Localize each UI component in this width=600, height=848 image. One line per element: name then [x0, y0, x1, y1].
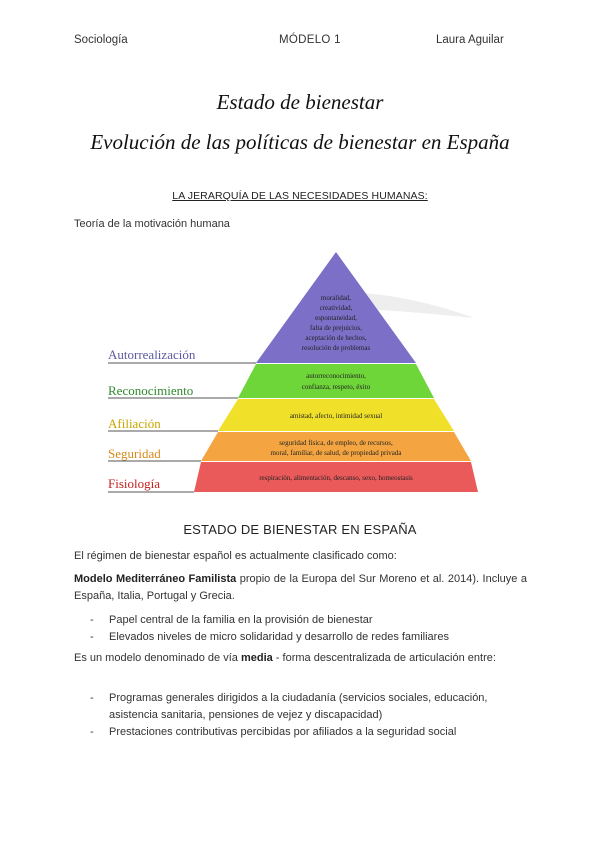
label-afiliacion: Afiliación [108, 416, 161, 431]
list-dash: - [90, 726, 94, 738]
via-text-bold: media [240, 652, 273, 664]
list-item-text: Prestaciones contributivas percibidas por afiliados a la seguridad social [109, 726, 457, 738]
list-item-text: Papel central de la familia en la provisión de bienestar [109, 614, 373, 626]
fisiologia-item: respiración, alimentación, descanso, sexo, homeostasis [259, 474, 413, 482]
hierarchy-heading: LA JERARQUÍA DE LAS NECESIDADES HUMANAS: [172, 190, 428, 202]
programs-list [74, 690, 529, 741]
header-model: MÓDELO 1 [279, 34, 341, 46]
list-item [74, 629, 529, 646]
afiliacion-item: amistad, afecto, intimidad sexual [289, 412, 383, 420]
list-item [74, 612, 529, 629]
list-dash: - [90, 631, 94, 643]
autorrealizacion-item: resolución de problemas [301, 344, 371, 352]
document-title: Estado de bienestar [216, 90, 384, 114]
label-reconocimiento: Reconocimiento [108, 383, 194, 398]
label-seguridad: Seguridad [108, 446, 161, 461]
via-paragraph [74, 650, 527, 667]
seguridad-item: seguridad física, de empleo, de recursos, [279, 439, 393, 447]
autorrealizacion-item: espontaneidad, [315, 314, 357, 322]
model-description: propio de la Europa del Sur Moreno et al. 2014). Incluye a España, Italia, Portugal y Grecia. [74, 573, 527, 602]
list-item-text: Elevados niveles de micro solidaridad y desarrollo de redes familiares [109, 631, 449, 643]
autorrealizacion-item: falta de prejuicios, [310, 324, 362, 332]
header-author: Laura Aguilar [436, 34, 504, 46]
list-item-text: Programas generales dirigidos a la ciudadanía (servicios sociales, educación, asistencia sanitaria, pensiones de vejez y discapacidad) [109, 692, 488, 721]
list-dash: - [90, 614, 94, 626]
list-item [74, 690, 529, 724]
header-subject: Sociología [74, 34, 128, 46]
label-fisiologia: Fisiología [108, 476, 161, 491]
welfare-intro: El régimen de bienestar español es actualmente clasificado como: [74, 550, 397, 562]
list-item [74, 724, 529, 741]
model-paragraph [74, 571, 527, 605]
autorrealizacion-item: moralidad, [320, 294, 352, 302]
label-autorrealizacion: Autorrealización [108, 347, 196, 362]
list-dash: - [90, 692, 94, 704]
autorrealizacion-item: aceptación de hechos, [305, 334, 367, 342]
via-text-post: - forma descentralizada de articulación entre: [272, 652, 496, 664]
seguridad-item: moral, familiar, de salud, de propiedad privada [270, 449, 402, 457]
document-subtitle: Evolución de las políticas de bienestar en España [90, 130, 510, 154]
via-text-pre: Es un modelo denominado de vía [74, 652, 241, 664]
model-name: Modelo Mediterráneo Familista [74, 573, 237, 585]
autorrealizacion-item: creatividad, [319, 304, 353, 312]
hierarchy-subheading: Teoría de la motivación humana [74, 218, 230, 230]
reconocimiento-item: confianza, respeto, éxito [301, 383, 371, 391]
features-list [74, 612, 529, 646]
maslow-pyramid [104, 248, 484, 496]
reconocimiento-item: autorreconocimiento, [306, 372, 366, 380]
welfare-heading: ESTADO DE BIENESTAR EN ESPAÑA [183, 522, 417, 537]
pyramid-band-reconocimiento [238, 364, 434, 398]
